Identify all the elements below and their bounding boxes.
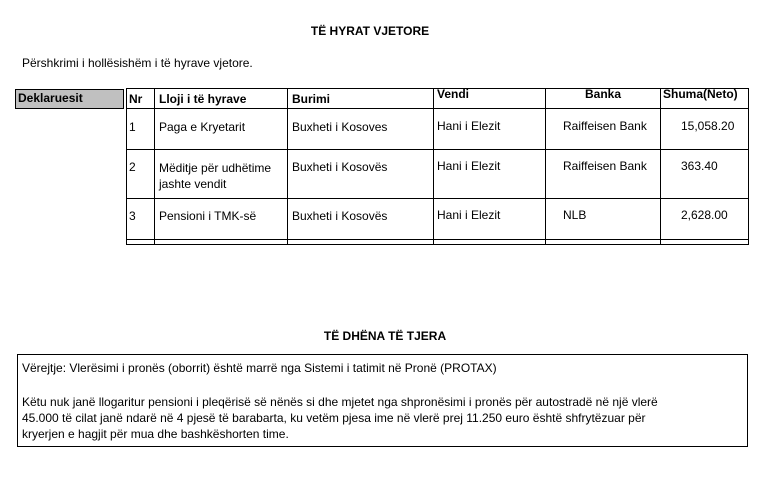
note-paragraph-line: kryerjen e hagjit për mua dhe bashkëshorten time. (22, 427, 289, 441)
row-source: Buxheti i Kosoves (292, 120, 388, 134)
subtitle: Përshkrimi i hollësishëm i të hyrave vjetore. (22, 56, 253, 70)
note-line: Vërejtje: Vlerësimi i pronës (oborrit) është marrë nga Sistemi i tatimit në Pronë (PROTAX) (22, 361, 497, 375)
row-type: Mëditje për udhëtime jashte vendit (159, 161, 272, 191)
row-nr: 2 (129, 160, 136, 174)
page-title: TË HYRAT VJETORE (310, 24, 430, 38)
row-nr: 1 (129, 120, 136, 134)
row-bank: Raiffeisen Bank (563, 159, 647, 173)
col-header-nr: Nr (129, 92, 143, 106)
declarer-label: Deklaruesit (15, 89, 124, 109)
row-amount: 2,628.00 (681, 208, 728, 222)
row-nr: 3 (129, 209, 136, 223)
row-amount: 15,058.20 (681, 119, 735, 133)
row-place: Hani i Elezit (437, 119, 501, 133)
row-bank: NLB (563, 208, 587, 222)
row-place: Hani i Elezit (437, 208, 501, 222)
col-header-amount: Shuma(Neto) (663, 87, 738, 101)
col-header-source: Burimi (292, 92, 331, 106)
note-box (17, 354, 748, 447)
row-bank: Raiffeisen Bank (563, 119, 647, 133)
note-paragraph-line: Këtu nuk janë llogaritur pensioni i pleqërisë së nënës si dhe mjetet nga shpronësimi i pronës për autostradë në një vlerë (22, 395, 658, 409)
col-header-place: Vendi (437, 87, 470, 101)
row-type: Paga e Kryetarit (159, 120, 246, 134)
section-title-other: TË DHËNA TË TJERA (323, 329, 447, 343)
note-paragraph-line: 45.000 të cilat janë ndarë në 4 pjesë të barabarta, ku vetëm pjesa ime në vlerë prej 11.250 euro është shfrytëzuar për (22, 411, 646, 425)
row-source: Buxheti i Kosovës (292, 160, 388, 174)
row-place: Hani i Elezit (437, 159, 501, 173)
col-header-bank: Banka (585, 87, 622, 101)
col-header-type: Lloji i të hyrave (159, 92, 247, 106)
row-type: Pensioni i TMK-së (159, 209, 257, 223)
row-amount: 363.40 (681, 159, 718, 173)
row-source: Buxheti i Kosovës (292, 209, 388, 223)
